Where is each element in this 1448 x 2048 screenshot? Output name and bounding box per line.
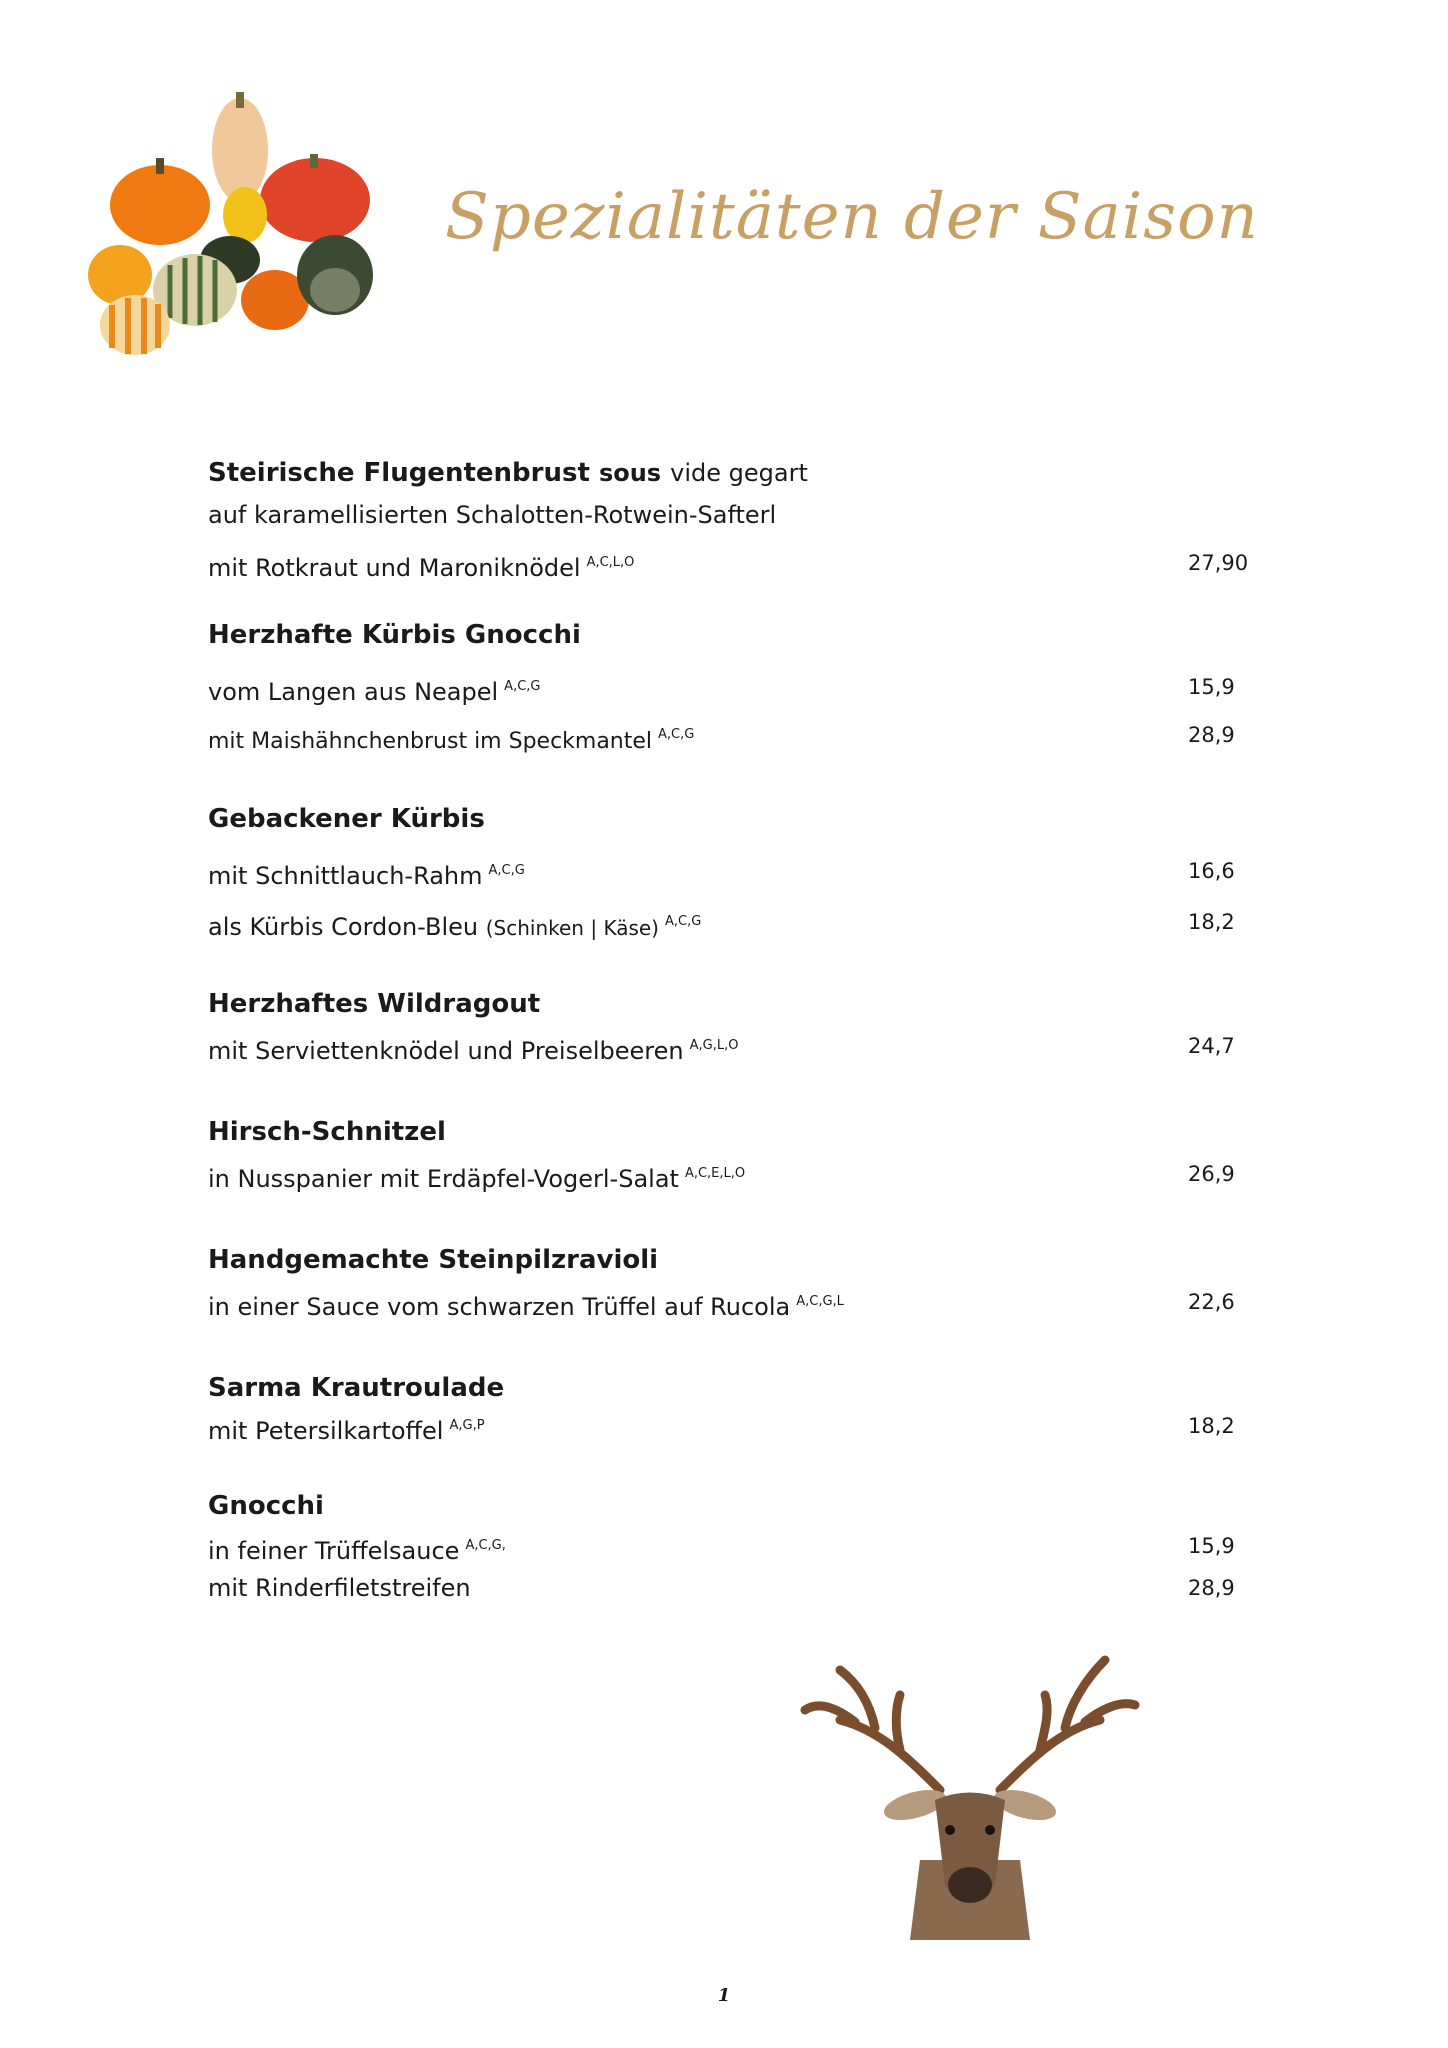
dish-name: Gebackener Kürbis — [208, 804, 485, 834]
dish-name: Herzhaftes Wildragout — [208, 989, 541, 1019]
menu-list — [208, 455, 1268, 1608]
pumpkins-illustration — [60, 90, 400, 360]
dish-price: 18,2 — [1188, 1414, 1235, 1438]
dish-price: 15,9 — [1188, 1534, 1235, 1558]
menu-item — [208, 617, 1268, 759]
dish-line — [208, 1150, 1268, 1198]
dish-line — [208, 711, 1268, 759]
dish-name-suffix: vide gegart — [670, 459, 808, 487]
dish-name: Handgemachte Steinpilzravioli — [208, 1245, 659, 1275]
menu-item — [208, 986, 1268, 1070]
dish-name: Sarma Krautroulade — [208, 1373, 505, 1403]
allergen-codes: A,C,E,L,O — [684, 1166, 746, 1181]
dish-line — [208, 491, 1268, 539]
dish-line — [208, 1568, 1268, 1608]
dish-line — [208, 539, 1268, 587]
menu-item — [208, 1370, 1268, 1446]
dish-description: mit Rinderfiletstreifen — [208, 1574, 471, 1602]
dish-price: 24,7 — [1188, 1034, 1235, 1058]
dish-description: auf karamellisierten Schalotten-Rotwein-Safterl — [208, 501, 777, 529]
dish-line — [208, 1278, 1268, 1326]
menu-item — [208, 1242, 1268, 1326]
dish-title — [208, 455, 1268, 491]
dish-line — [208, 847, 1268, 895]
dish-description: mit Schnittlauch-Rahm — [208, 862, 483, 890]
dish-description: mit Rotkraut und Maroniknödel — [208, 554, 581, 582]
allergen-codes: A,C,G — [504, 679, 541, 694]
allergen-codes: A,C,G,L — [796, 1294, 844, 1309]
dish-name: Hirsch-Schnitzel — [208, 1117, 446, 1147]
dish-line — [208, 1406, 1268, 1446]
menu-item — [208, 801, 1268, 946]
allergen-codes: A,C,L,O — [586, 555, 635, 570]
dish-description: in feiner Trüffelsauce — [208, 1537, 460, 1565]
page-title: Spezialitäten der Saison — [445, 180, 1259, 254]
allergen-codes: A,C,G, — [465, 1538, 506, 1553]
dish-description: vom Langen aus Neapel — [208, 678, 499, 706]
menu-item — [208, 1114, 1268, 1198]
dish-line — [208, 1524, 1268, 1568]
dish-line — [208, 1022, 1268, 1070]
dish-description: in Nusspanier mit Erdäpfel-Vogerl-Salat — [208, 1165, 679, 1193]
dish-name: Steirische Flugentenbrust — [208, 458, 590, 488]
dish-price: 18,2 — [1188, 910, 1235, 934]
deer-illustration — [800, 1640, 1140, 1940]
dish-description: als Kürbis Cordon-Bleu — [208, 913, 479, 941]
dish-price: 26,9 — [1188, 1162, 1235, 1186]
dish-price: 16,6 — [1188, 859, 1235, 883]
dish-name-suffix-bold: sous — [598, 459, 662, 487]
dish-description: mit Maishähnchenbrust im Speckmantel — [208, 729, 653, 754]
allergen-codes: A,G,L,O — [689, 1038, 739, 1053]
dish-price: 28,9 — [1188, 1576, 1235, 1600]
allergen-codes: A,C,G — [488, 863, 525, 878]
dish-description: in einer Sauce vom schwarzen Trüffel auf Rucola — [208, 1293, 791, 1321]
dish-price: 28,9 — [1188, 723, 1235, 747]
allergen-codes: A,C,G — [665, 914, 702, 929]
dish-description: mit Serviettenknödel und Preiselbeeren — [208, 1037, 684, 1065]
dish-name: Gnocchi — [208, 1491, 324, 1521]
dish-note: (Schinken | Käse) — [485, 916, 659, 940]
dish-description: mit Petersilkartoffel — [208, 1417, 444, 1445]
dish-price: 27,90 — [1188, 551, 1249, 575]
menu-item — [208, 455, 1268, 587]
dish-line — [208, 898, 1268, 946]
page-number: 1 — [717, 1985, 731, 2006]
dish-line — [208, 663, 1268, 711]
dish-price: 15,9 — [1188, 675, 1235, 699]
menu-item — [208, 1488, 1268, 1608]
dish-price: 22,6 — [1188, 1290, 1235, 1314]
allergen-codes: A,G,P — [449, 1418, 485, 1433]
dish-name: Herzhafte Kürbis Gnocchi — [208, 620, 581, 650]
allergen-codes: A,C,G — [658, 727, 695, 742]
